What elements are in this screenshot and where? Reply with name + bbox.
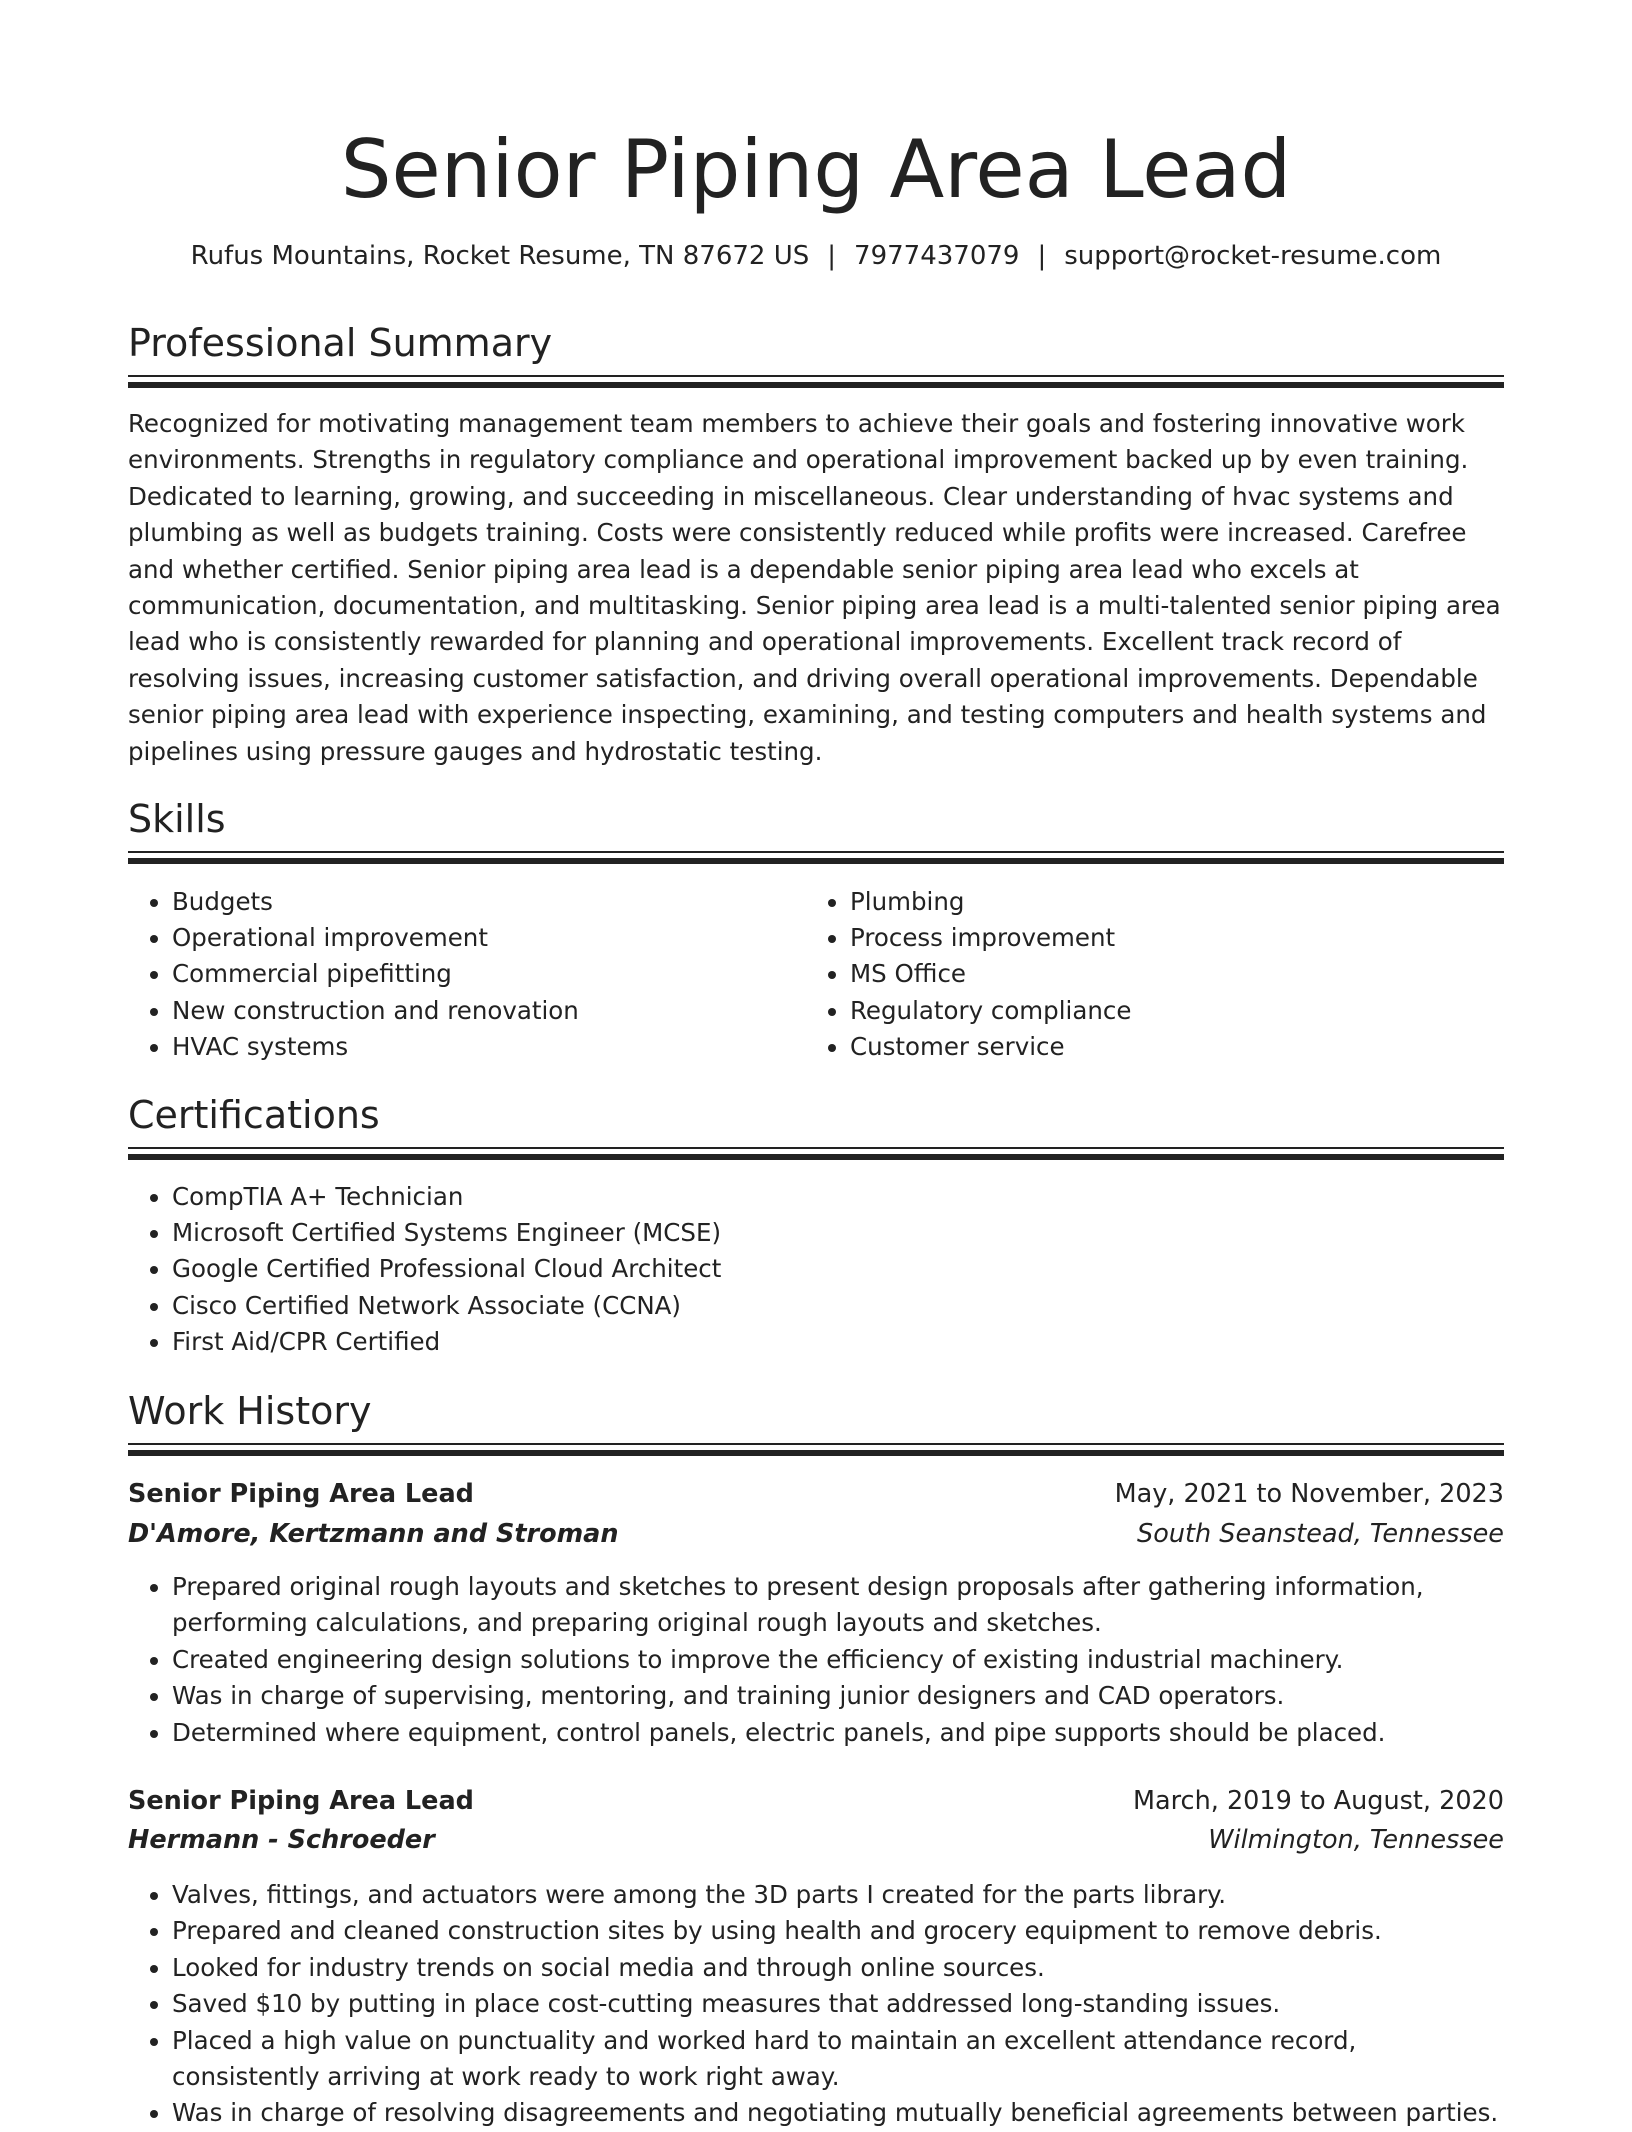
resume-page xyxy=(128,0,1504,2128)
section-divider xyxy=(128,851,1504,865)
job-duty: • Valves, fittings, and actuators were among the 3D parts I created for the parts library. xyxy=(172,1877,1504,1913)
skill-item: • Plumbing xyxy=(850,884,1504,920)
certification-item: • Cisco Certified Network Associate (CCNA) xyxy=(172,1288,1504,1324)
certification-item: • First Aid/CPR Certified xyxy=(172,1324,1504,1360)
skill-item: • Process improvement xyxy=(850,920,1504,956)
skill-item: • New construction and renovation xyxy=(172,993,850,1029)
skills-list-left xyxy=(128,884,850,1065)
contact-address: Rufus Mountains, Rocket Resume, TN 87672 US xyxy=(190,241,810,271)
section-divider xyxy=(128,1147,1504,1161)
job-location: Wilmington, Tennessee xyxy=(1208,1825,1504,1855)
job-dates: March, 2019 to August, 2020 xyxy=(1133,1786,1504,1816)
job-duty: • Saved $10 by putting in place cost-cutting measures that addressed long-standing issues. xyxy=(172,1986,1504,2022)
section-divider xyxy=(128,375,1504,389)
job-company: D'Amore, Kertzmann and Stroman xyxy=(128,1519,619,1549)
job-duty: • Created engineering design solutions to improve the efficiency of existing industrial machinery. xyxy=(172,1642,1504,1678)
job-location: South Seanstead, Tennessee xyxy=(1137,1519,1504,1549)
certifications-list xyxy=(128,1179,1504,1360)
resume-title: Senior Piping Area Lead xyxy=(340,123,1292,216)
certification-item: • Microsoft Certified Systems Engineer (MCSE) xyxy=(172,1215,1504,1251)
certification-item: • Google Certified Professional Cloud Architect xyxy=(172,1251,1504,1287)
section-divider xyxy=(128,1443,1504,1457)
job-duty: • Prepared and cleaned construction sites by using health and grocery equipment to remove debris. xyxy=(172,1913,1504,1949)
job-duty: • Was in charge of supervising, mentoring, and training junior designers and CAD operators. xyxy=(172,1678,1504,1714)
contact-phone: 7977437079 xyxy=(854,241,1020,271)
job-duty: • Was in charge of resolving disagreements and negotiating mutually beneficial agreements between parties. xyxy=(172,2095,1504,2131)
job-company: Hermann - Schroeder xyxy=(128,1825,435,1855)
contact-email: support@rocket-resume.com xyxy=(1064,241,1442,271)
contact-separator: | xyxy=(1037,241,1047,271)
job-duty: • Looked for industry trends on social media and through online sources. xyxy=(172,1950,1504,1986)
summary-heading: Professional Summary xyxy=(128,321,553,365)
skill-item: • Commercial pipefitting xyxy=(172,956,850,992)
job-duty: • Prepared original rough layouts and sketches to present design proposals after gathering information, performing calculations, and preparing original rough layouts and sketches. xyxy=(172,1569,1504,1642)
skills-list-right xyxy=(806,884,1504,1065)
skill-item: • HVAC systems xyxy=(172,1029,850,1065)
job-duties xyxy=(128,1569,1504,1751)
skill-item: • Regulatory compliance xyxy=(850,993,1504,1029)
contact-separator: | xyxy=(827,241,837,271)
job-title: Senior Piping Area Lead xyxy=(128,1479,474,1509)
skill-item: • Budgets xyxy=(172,884,850,920)
skills-heading: Skills xyxy=(128,797,226,841)
job-duty: • Determined where equipment, control panels, electric panels, and pipe supports should be placed. xyxy=(172,1715,1504,1751)
work-history-heading: Work History xyxy=(128,1389,372,1433)
job-duty: • Placed a high value on punctuality and worked hard to maintain an excellent attendance record, consistently arriving at work ready to work right away. xyxy=(172,2023,1504,2096)
contact-line xyxy=(128,236,1504,276)
skill-item: • Operational improvement xyxy=(172,920,850,956)
skill-item: • Customer service xyxy=(850,1029,1504,1065)
job-dates: May, 2021 to November, 2023 xyxy=(1114,1479,1504,1509)
certification-item: • CompTIA A+ Technician xyxy=(172,1179,1504,1215)
certifications-heading: Certifications xyxy=(128,1093,380,1137)
job-duties xyxy=(128,1877,1504,2132)
summary-text: Recognized for motivating management team members to achieve their goals and fostering innovative work environments. Strengths in regulatory compliance and operational improvement backed up by even training. Dedicated to learning, growing, and succeeding in miscellaneous. Clear understanding of hvac systems and plumbing as well as budgets training. Costs were consistently reduced while profits were increased. Carefree and whether certified. Senior piping area lead is a dependable senior piping area lead who excels at communication, documentation, and multitasking. Senior piping area lead is a multi-talented senior piping area lead who is consistently rewarded for planning and operational improvements. Excellent track record of resolving issues, increasing customer satisfaction, and driving overall operational improvements. Dependable senior piping area lead with experience inspecting, examining, and testing computers and health systems and pipelines using pressure gauges and hydrostatic testing. xyxy=(128,409,1501,766)
skill-item: • MS Office xyxy=(850,956,1504,992)
job-title: Senior Piping Area Lead xyxy=(128,1786,474,1816)
